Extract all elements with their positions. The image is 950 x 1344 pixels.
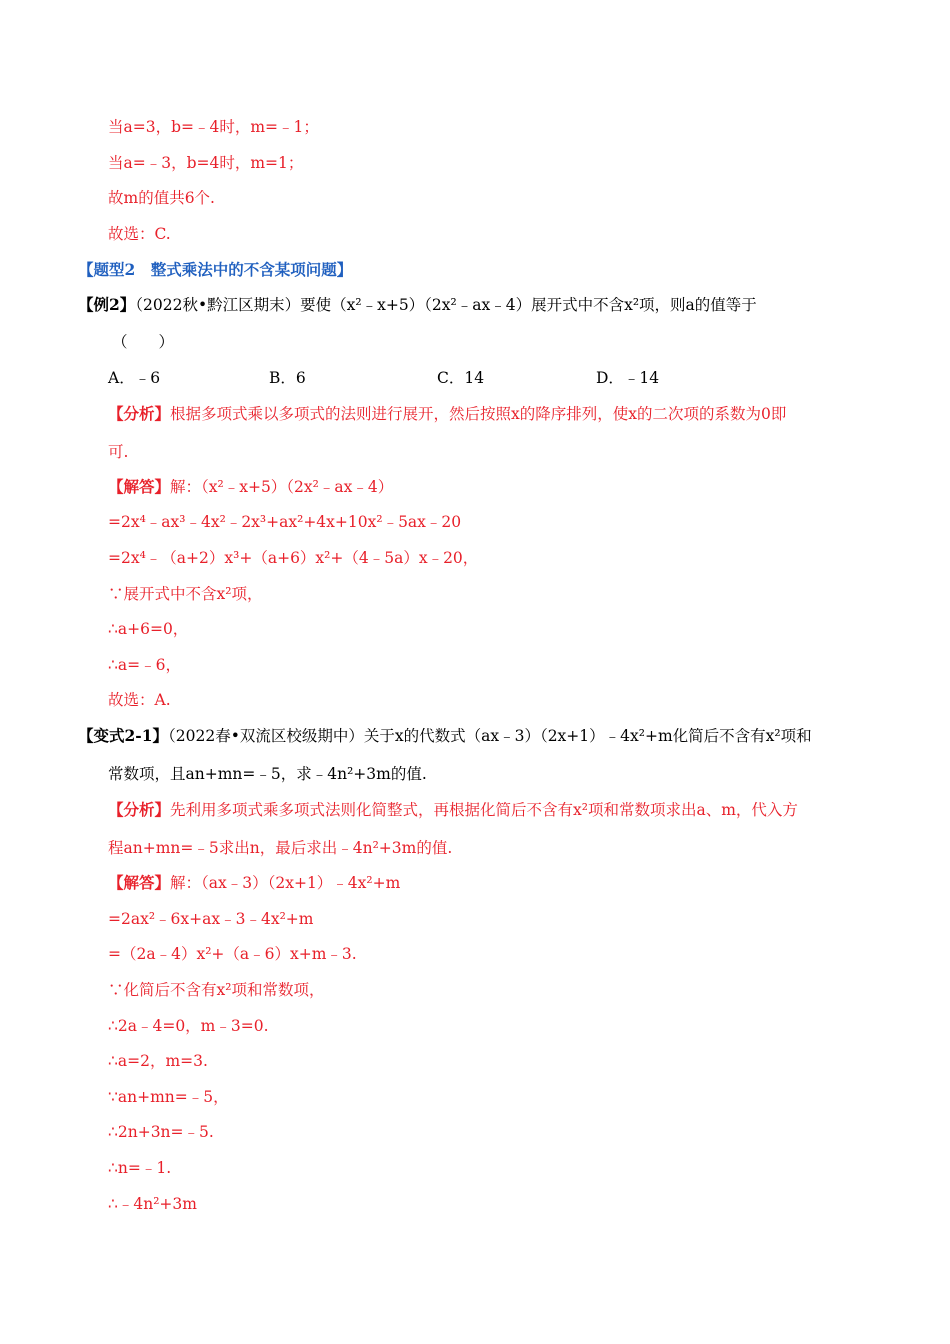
- prev-solution-line-2: 当a=﹣3，b=4时，m=1；: [108, 154, 304, 172]
- option-d: D．﹣14: [596, 369, 660, 387]
- example2-question-text: （2022秋•黔江区期末）要使（x²﹣x+5）（2x²﹣ax﹣4）展开式中不含x²项，则a的值等于: [135, 296, 757, 314]
- variant21-analysis-label: 【分析】: [108, 800, 171, 819]
- example2-question-line-1: [78, 295, 757, 315]
- example2-answer-line-3: =2x⁴﹣（a+2）x³+（a+6）x²+（4﹣5a）x﹣20，: [108, 549, 479, 567]
- variant21-answer-line-5: ∴2a﹣4=0，m﹣3=0.: [108, 1017, 269, 1035]
- prev-solution-line-1: 当a=3，b=﹣4时，m=﹣1；: [108, 118, 319, 136]
- option-a: A．﹣6: [108, 369, 161, 387]
- option-c: C．14: [437, 369, 485, 387]
- example2-analysis-line-1: [108, 404, 786, 424]
- example2-answer-label: 【解答】: [108, 477, 171, 496]
- variant21-answer-line-1: [108, 873, 400, 893]
- example2-answer-line-6: ∴a=﹣6，: [108, 656, 181, 674]
- variant21-answer-line-2: =2ax²﹣6x+ax﹣3﹣4x²+m: [108, 910, 314, 928]
- prev-solution-line-4: 故选：C.: [108, 225, 171, 243]
- variant21-answer-line-4: ∵化简后不含有x²项和常数项，: [108, 981, 325, 999]
- section-heading: 【题型2 整式乘法中的不含某项问题】: [78, 260, 353, 279]
- example2-label: 【例2】: [78, 295, 136, 314]
- example2-answer-line-4: ∵展开式中不含x²项，: [108, 585, 263, 603]
- example2-answer-line-7: 故选：A.: [108, 691, 171, 709]
- variant21-answer-line-9: ∴n=﹣1.: [108, 1159, 172, 1177]
- variant21-answer-line-8: ∴2n+3n=﹣5.: [108, 1123, 214, 1141]
- variant21-answer-line-6: ∴a=2，m=3.: [108, 1052, 208, 1070]
- example2-analysis-line-2: 可.: [108, 443, 129, 461]
- variant21-answer-text: 解：（ax﹣3）（2x+1）﹣4x²+m: [170, 874, 401, 892]
- example2-answer-line-2: =2x⁴﹣ax³﹣4x²﹣2x³+ax²+4x+10x²﹣5ax﹣20: [108, 513, 462, 531]
- variant21-analysis-line-2: 程an+mn=﹣5求出n，最后求出﹣4n²+3m的值.: [108, 839, 453, 857]
- example2-answer-line-5: ∴a+6=0，: [108, 620, 189, 638]
- variant21-answer-label: 【解答】: [108, 873, 171, 892]
- variant21-analysis-text: 先利用多项式乘多项式法则化简整式，再根据化简后不含有x²项和常数项求出a、m，代入方: [170, 801, 798, 819]
- example2-question-line-2: （ ）: [112, 333, 175, 351]
- prev-solution-line-3: 故m的值共6个.: [108, 189, 215, 207]
- variant21-question-line-2: 常数项，且an+mn=﹣5，求﹣4n²+3m的值.: [108, 765, 427, 783]
- variant21-question-line-1: [78, 726, 812, 746]
- example2-answer-text: 解：（x²﹣x+5）（2x²﹣ax﹣4）: [170, 478, 394, 496]
- variant21-question-text: （2022春•双流区校级期中）关于x的代数式（ax﹣3）（2x+1）﹣4x²+m化简后不含有x²项和: [168, 727, 812, 745]
- example2-analysis-label: 【分析】: [108, 404, 171, 423]
- example2-answer-line-1: [108, 477, 393, 497]
- variant21-answer-line-7: ∵an+mn=﹣5，: [108, 1088, 229, 1106]
- variant21-label: 【变式2-1】: [78, 726, 169, 745]
- example2-analysis-text: 根据多项式乘以多项式的法则进行展开，然后按照x的降序排列，使x的二次项的系数为0即: [170, 405, 787, 423]
- variant21-answer-line-10: ∴﹣4n²+3m: [108, 1195, 197, 1213]
- variant21-analysis-line-1: [108, 800, 798, 820]
- variant21-answer-line-3: =（2a﹣4）x²+（a﹣6）x+m﹣3.: [108, 945, 357, 963]
- option-b: B．6: [269, 369, 306, 387]
